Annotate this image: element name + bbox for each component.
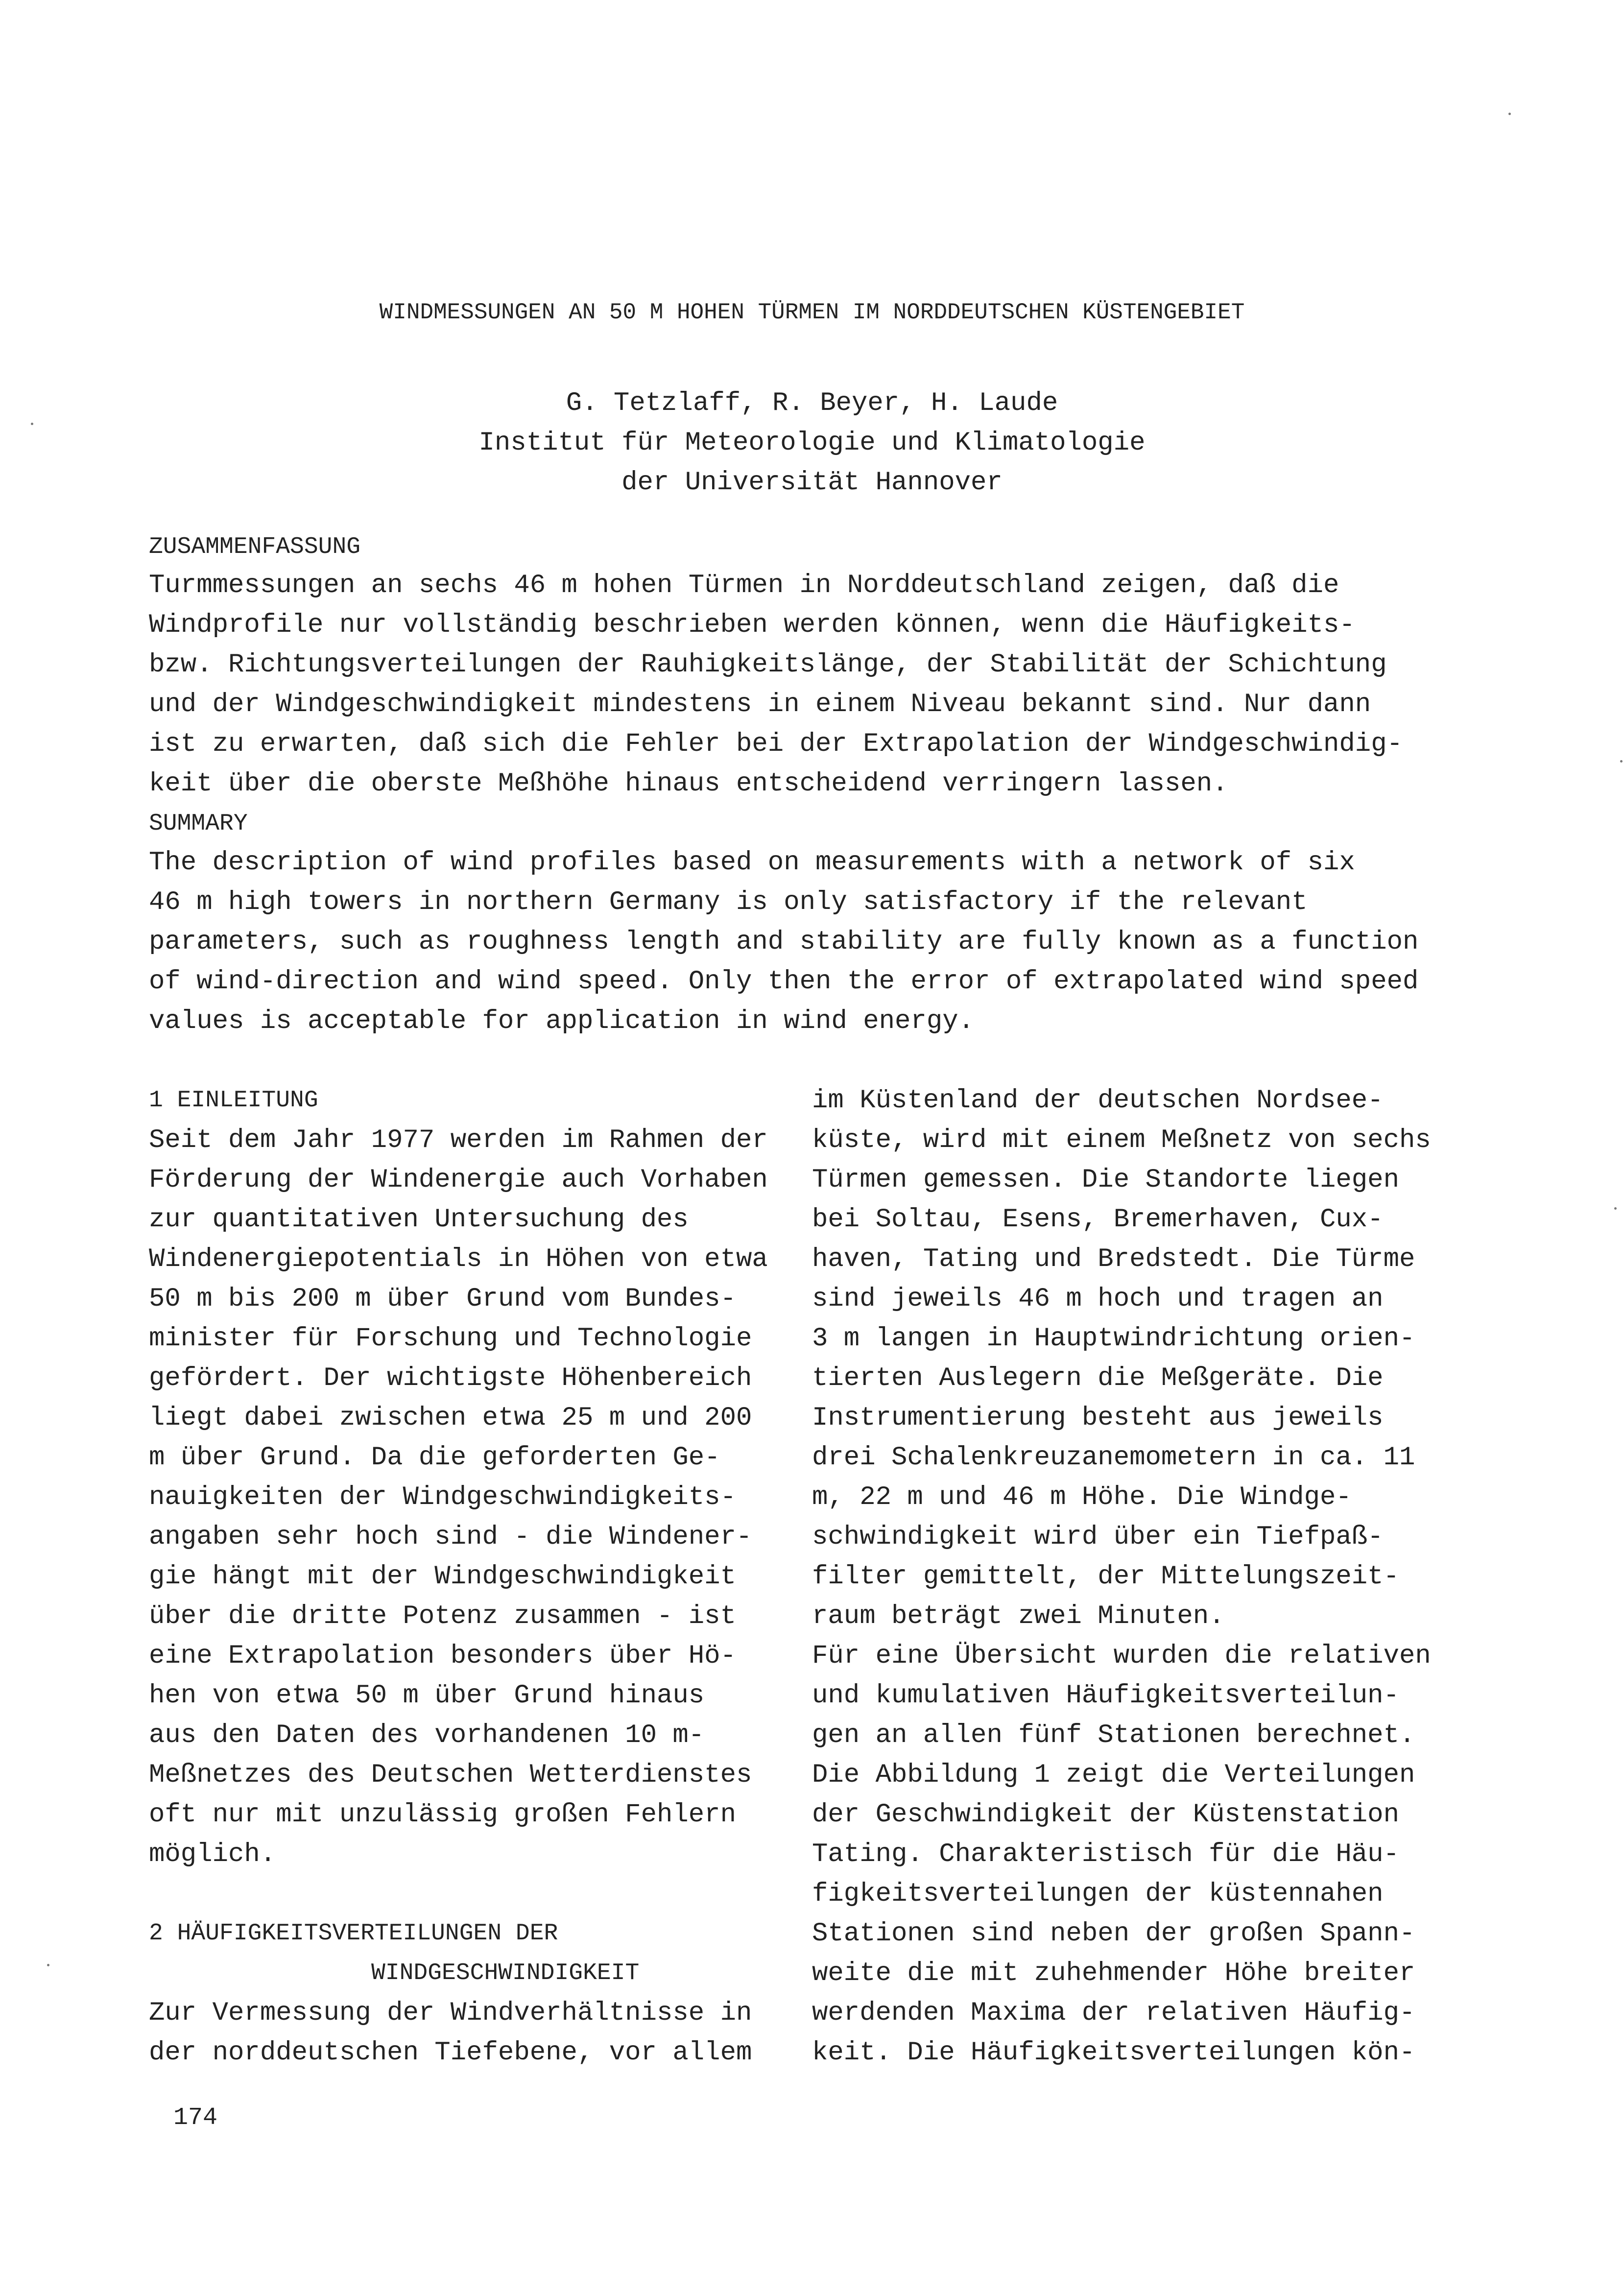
right-column-line: drei Schalenkreuzanemometern in ca. 11 <box>812 1443 1415 1473</box>
scan-speck <box>1614 1207 1617 1210</box>
left-column-line: Meßnetzes des Deutschen Wetterdienstes <box>149 1760 752 1790</box>
left-column-line: 50 m bis 200 m über Grund vom Bundes- <box>149 1284 736 1314</box>
abstract-line: Turmmessungen an sechs 46 m hohen Türmen in Norddeutschland zeigen, daß die <box>149 571 1339 600</box>
left-column-line: angaben sehr hoch sind - die Windener- <box>149 1522 752 1552</box>
right-column-line: küste, wird mit einem Meßnetz von sechs <box>812 1125 1431 1155</box>
summary-heading: SUMMARY <box>149 811 248 837</box>
right-column-line: tierten Auslegern die Meßgeräte. Die <box>812 1363 1384 1393</box>
paper-title: WINDMESSUNGEN AN 50 M HOHEN TÜRMEN IM NORDDEUTSCHEN KÜSTENGEBIET <box>379 300 1245 325</box>
scan-speck <box>1508 113 1511 115</box>
affiliation-line: der Universität Hannover <box>621 468 1003 498</box>
summary-line: values is acceptable for application in wind energy. <box>149 1006 975 1036</box>
left-column-line: minister für Forschung und Technologie <box>149 1324 752 1354</box>
zusammenfassung-heading: ZUSAMMENFASSUNG <box>149 534 361 560</box>
left-column-line: Förderung der Windenergie auch Vorhaben <box>149 1165 768 1195</box>
left-column-line: Windenergiepotentials in Höhen von etwa <box>149 1244 768 1274</box>
summary-line: of wind-direction and wind speed. Only then the error of extrapolated wind speed <box>149 967 1419 997</box>
left-column-line: gefördert. Der wichtigste Höhenbereich <box>149 1363 752 1393</box>
right-column-line: weite die mit zuhehmender Höhe breiter <box>812 1958 1415 1988</box>
left-column-line: der norddeutschen Tiefebene, vor allem <box>149 2038 752 2068</box>
scan-speck <box>47 1964 49 1966</box>
right-column-line: werdenden Maxima der relativen Häufig- <box>812 1998 1415 2028</box>
right-column-line: figkeitsverteilungen der küstennahen <box>812 1879 1384 1909</box>
right-column-line: keit. Die Häufigkeitsverteilungen kön- <box>812 2038 1415 2068</box>
abstract-line: keit über die oberste Meßhöhe hinaus entscheidend verringern lassen. <box>149 769 1228 799</box>
left-column-line: Seit dem Jahr 1977 werden im Rahmen der <box>149 1125 768 1155</box>
left-column-line: gie hängt mit der Windgeschwindigkeit <box>149 1562 736 1592</box>
abstract-line: ist zu erwarten, daß sich die Fehler bei der Extrapolation der Windgeschwindig- <box>149 729 1403 759</box>
right-column-line: Tating. Charakteristisch für die Häu- <box>812 1839 1399 1869</box>
left-column-line: über die dritte Potenz zusammen - ist <box>149 1601 736 1631</box>
right-column-line: schwindigkeit wird über ein Tiefpaß- <box>812 1522 1384 1552</box>
page-number: 174 <box>173 2104 218 2132</box>
right-column-line: 3 m langen in Hauptwindrichtung orien- <box>812 1324 1415 1354</box>
left-column-line: hen von etwa 50 m über Grund hinaus <box>149 1681 705 1711</box>
left-column-line: m über Grund. Da die geforderten Ge- <box>149 1443 720 1473</box>
left-column-line: oft nur mit unzulässig großen Fehlern <box>149 1800 736 1830</box>
right-column-line: Türmen gemessen. Die Standorte liegen <box>812 1165 1399 1195</box>
right-column-line: sind jeweils 46 m hoch und tragen an <box>812 1284 1384 1314</box>
author-line: G. Tetzlaff, R. Beyer, H. Laude <box>566 388 1058 418</box>
scan-speck <box>31 423 33 425</box>
section-heading-windgeschwindigkeit: WINDGESCHWINDIGKEIT <box>371 1960 640 1986</box>
left-column-line: liegt dabei zwischen etwa 25 m und 200 <box>149 1403 752 1433</box>
right-column-line: Instrumentierung besteht aus jeweils <box>812 1403 1384 1433</box>
right-column-line: m, 22 m und 46 m Höhe. Die Windge- <box>812 1482 1352 1512</box>
right-column-line: filter gemittelt, der Mittelungszeit- <box>812 1562 1399 1592</box>
right-column-line: und kumulativen Häufigkeitsverteilun- <box>812 1681 1399 1711</box>
right-column-line: der Geschwindigkeit der Küstenstation <box>812 1800 1399 1830</box>
scan-speck <box>1620 760 1623 763</box>
section-heading-einleitung: 1 EINLEITUNG <box>149 1087 318 1114</box>
left-column-line: nauigkeiten der Windgeschwindigkeits- <box>149 1482 736 1512</box>
right-column-line: Die Abbildung 1 zeigt die Verteilungen <box>812 1760 1415 1790</box>
left-column-line: eine Extrapolation besonders über Hö- <box>149 1641 736 1671</box>
section-heading-haeufigkeitsverteilungen: 2 HÄUFIGKEITSVERTEILUNGEN DER <box>149 1920 558 1947</box>
affiliation-line: Institut für Meteorologie und Klimatologie <box>478 428 1146 458</box>
right-column-line: bei Soltau, Esens, Bremerhaven, Cux- <box>812 1205 1384 1235</box>
right-column-line: im Küstenland der deutschen Nordsee- <box>812 1086 1384 1116</box>
abstract-line: und der Windgeschwindigkeit mindestens in einem Niveau bekannt sind. Nur dann <box>149 690 1371 719</box>
summary-line: The description of wind profiles based on measurements with a network of six <box>149 848 1355 878</box>
right-column-line: Für eine Übersicht wurden die relativen <box>812 1641 1431 1671</box>
right-column-line: Stationen sind neben der großen Spann- <box>812 1919 1415 1949</box>
abstract-line: bzw. Richtungsverteilungen der Rauhigkeitslänge, der Stabilität der Schichtung <box>149 650 1387 680</box>
left-column-line: aus den Daten des vorhandenen 10 m- <box>149 1720 705 1750</box>
summary-line: 46 m high towers in northern Germany is only satisfactory if the relevant <box>149 887 1308 917</box>
right-column-line: raum beträgt zwei Minuten. <box>812 1601 1225 1631</box>
left-column-line: zur quantitativen Untersuchung des <box>149 1205 689 1235</box>
right-column-line: gen an allen fünf Stationen berechnet. <box>812 1720 1415 1750</box>
left-column-line: möglich. <box>149 1839 276 1869</box>
summary-line: parameters, such as roughness length and stability are fully known as a function <box>149 927 1419 957</box>
abstract-line: Windprofile nur vollständig beschrieben werden können, wenn die Häufigkeits- <box>149 610 1355 640</box>
left-column-line: Zur Vermessung der Windverhältnisse in <box>149 1998 752 2028</box>
right-column-line: haven, Tating und Bredstedt. Die Türme <box>812 1244 1415 1274</box>
